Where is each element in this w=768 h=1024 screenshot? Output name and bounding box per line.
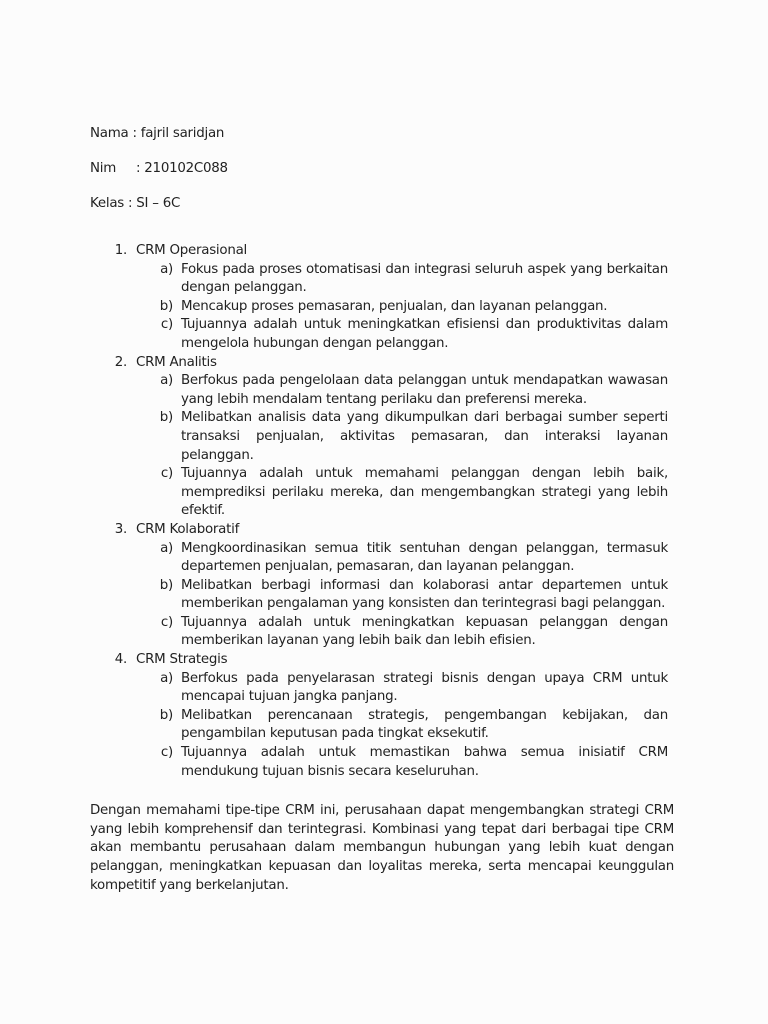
section-heading xyxy=(90,242,708,261)
section-number: 1. xyxy=(114,243,127,258)
section-crm-kolaboratif xyxy=(90,521,708,651)
item-letter: a) xyxy=(160,670,173,686)
item-text: Mencakup proses pemasaran, penjualan, dan layanan pelanggan. xyxy=(181,298,608,314)
item-letter: b) xyxy=(159,707,173,723)
list-item xyxy=(136,540,708,577)
section-crm-analitis xyxy=(90,354,708,521)
item-text: Tujuannya adalah untuk memahami pelanggan dengan lebih baik, memprediksi perilaku mereka, dan mengembangkan strategi yang lebih efektif. xyxy=(181,466,668,519)
section-number: 3. xyxy=(114,521,127,537)
item-letter: a) xyxy=(160,261,173,277)
list-item xyxy=(136,670,708,707)
item-text: Tujuannya adalah untuk meningkatkan efisiensi dan produktivitas dalam mengelola hubungan dengan pelanggan. xyxy=(181,317,668,351)
section-number: 2. xyxy=(114,354,127,370)
section-heading xyxy=(90,651,708,670)
name-value: fajril saridjan xyxy=(140,126,225,141)
item-text: Fokus pada proses otomatisasi dan integrasi seluruh aspek yang berkaitan dengan pelanggan. xyxy=(181,261,668,296)
crm-type-list xyxy=(90,242,708,781)
conclusion-paragraph: Dengan memahami tipe-tipe CRM ini, perusahaan dapat mengembangkan strategi CRM yang lebih komprehensif dan terintegrasi. Kombinasi yang tepat dari berbagai tipe CRM akan membantu perusahaan dalam membangun hubungan yang lebih kuat dengan pelanggan, meningkatkan kepuasan dan loyalitas mereka, serta mencapai keunggulan kompetitif yang berkelanjutan. xyxy=(90,803,674,893)
list-item xyxy=(136,298,708,317)
name-separator: : xyxy=(132,126,137,141)
section-crm-operasional xyxy=(90,242,708,354)
item-text: Tujuannya adalah untuk meningkatkan kepuasan pelanggan dengan memberikan layanan yang lebih baik dan lebih efisien. xyxy=(181,614,668,649)
list-item xyxy=(136,372,708,409)
class-value: SI – 6C xyxy=(136,196,181,211)
list-item xyxy=(136,614,708,651)
item-letter: c) xyxy=(160,614,173,630)
nim-separator: : xyxy=(136,161,141,176)
item-text: Berfokus pada pengelolaan data pelanggan untuk mendapatkan wawasan yang lebih mendalam tentang perilaku dan preferensi mereka. xyxy=(181,373,668,407)
list-item xyxy=(136,577,708,614)
item-text: Tujuannya adalah untuk memastikan bahwa semua inisiatif CRM mendukung tujuan bisnis secara keseluruhan. xyxy=(181,745,668,779)
list-item xyxy=(136,465,708,521)
list-item xyxy=(136,707,708,744)
class-separator: : xyxy=(128,196,133,211)
item-text: Melibatkan berbagi informasi dan kolaborasi antar departemen untuk memberikan pengalaman yang konsisten dan terintegrasi bagi pelanggan. xyxy=(181,577,668,612)
list-item xyxy=(136,409,708,465)
section-title: CRM Operasional xyxy=(136,243,248,258)
item-letter: b) xyxy=(159,410,173,426)
item-text: Melibatkan analisis data yang dikumpulkan dari berbagai sumber seperti transaksi penjualan, aktivitas pemasaran, dan interaksi layanan pelanggan. xyxy=(181,410,668,463)
item-letter: b) xyxy=(159,577,173,593)
section-heading xyxy=(90,521,708,540)
section-title: CRM Strategis xyxy=(136,652,228,668)
list-item xyxy=(136,261,708,298)
item-letter: c) xyxy=(160,745,173,761)
section-title: CRM Kolaboratif xyxy=(136,521,240,537)
section-heading xyxy=(90,354,708,373)
section-title: CRM Analitis xyxy=(136,354,217,370)
nim-line xyxy=(90,159,708,194)
item-letter: a) xyxy=(160,540,173,556)
class-line xyxy=(90,194,708,229)
item-text: Melibatkan perencanaan strategis, pengembangan kebijakan, dan pengambilan keputusan pada tingkat eksekutif. xyxy=(181,707,668,742)
name-label: Nama xyxy=(90,126,129,141)
item-letter: a) xyxy=(160,373,173,389)
item-text: Mengkoordinasikan semua titik sentuhan dengan pelanggan, termasuk departemen penjualan, pemasaran, dan layanan pelanggan. xyxy=(181,540,668,575)
nim-value: 210102C088 xyxy=(144,161,228,176)
name-line xyxy=(90,124,708,159)
class-label: Kelas xyxy=(90,196,125,211)
nim-label: Nim xyxy=(90,161,117,176)
item-letter: c) xyxy=(160,466,173,482)
section-crm-strategis xyxy=(90,651,708,781)
section-number: 4. xyxy=(114,652,127,668)
item-text: Berfokus pada penyelarasan strategi bisnis dengan upaya CRM untuk mencapai tujuan jangka panjang. xyxy=(181,670,668,705)
item-letter: b) xyxy=(159,298,173,314)
list-item xyxy=(136,316,708,353)
list-item xyxy=(136,744,708,781)
item-letter: c) xyxy=(160,317,173,333)
